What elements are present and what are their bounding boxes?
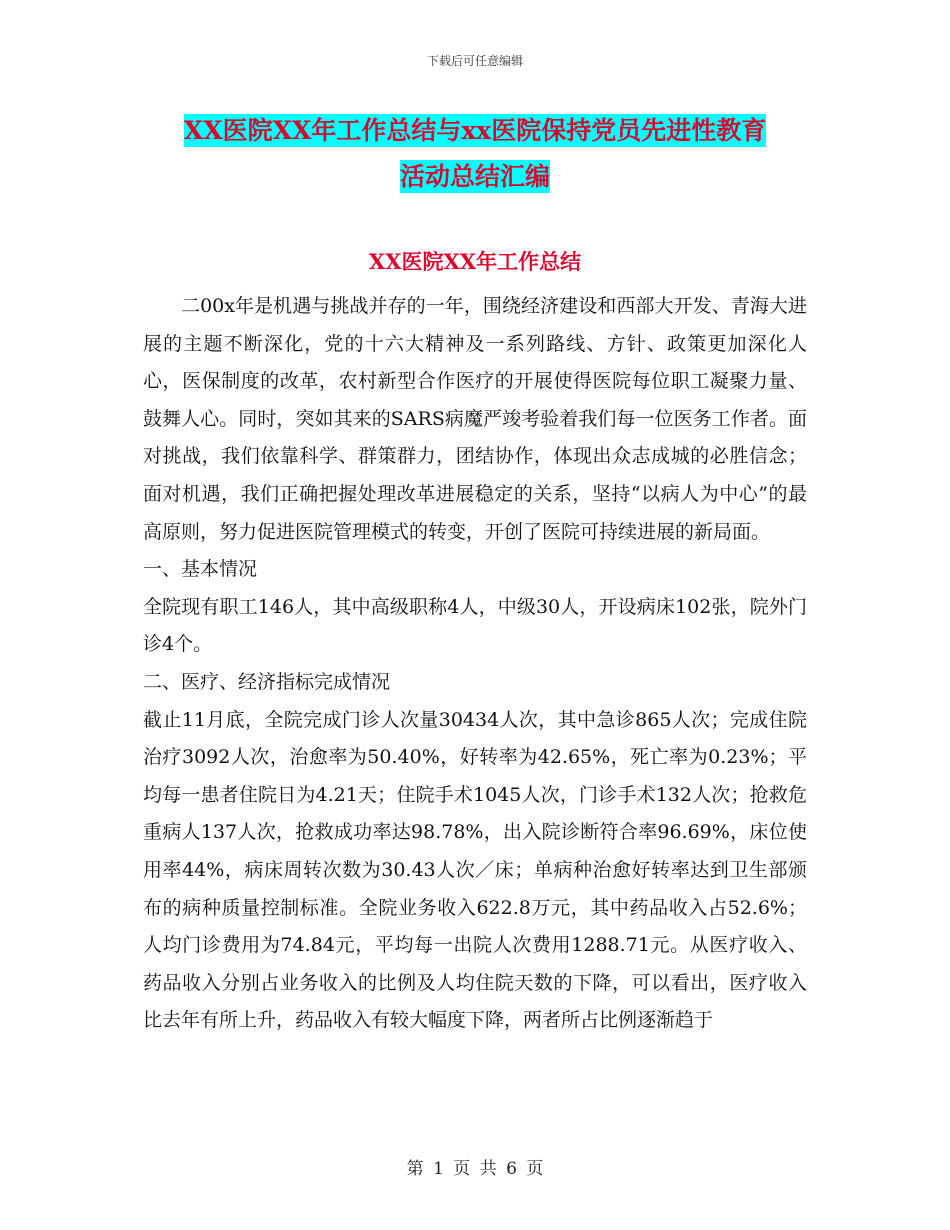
paragraph-indicators: 截止11月底，全院完成门诊人次量30434人次，其中急诊865人次；完成住院治疗3092人次，治愈率为50.40%，好转率为42.65%，死亡率为0.23%；平均每一患者住院日为4.21天；住院手术1045人次，门诊手术132人次；抢救危重病人137人次，抢救成功率达98.78%，出入院诊断符合率96.69%，床位使用率44%，病床周转次数为30.43人次／床；单病种治愈好转率达到卫生部颁布的病种质量控制标准。全院业务收入622.8万元，其中药品收入占52.6%；人均门诊费用为74.84元，平均每一出院人次费用1288.71元。从医疗收入、药品收入分别占业务收入的比例及人均住院天数的下降，可以看出，医疗收入比去年有所上升，药品收入有较大幅度下降，两者所占比例逐渐趋于: [143, 708, 807, 1032]
heading-indicators: 二、医疗、经济指标完成情况: [143, 670, 391, 693]
page-number: 第 1 页 共 6 页: [406, 1159, 544, 1179]
paragraph-intro: 二00x年是机遇与挑战并存的一年，围绕经济建设和西部大开发、青海大进展的主题不断深化，党的十六大精神及一系列路线、方针、政策更加深化人心，医保制度的改革，农村新型合作医疗的开展使得医院每位职工凝聚力量、鼓舞人心。同时，突如其来的SARS病魔严竣考验着我们每一位医务工作者。面对挑战，我们依靠科学、群策群力，团结协作，体现出众志成城的必胜信念；面对机遇，我们正确把握处理改革进展稳定的关系，坚持“以病人为中心”的最高原则，努力促进医院管理模式的转变，开创了医院可持续进展的新局面。: [143, 295, 807, 543]
paragraph-basic-info: 全院现有职工146人，其中高级职称4人，中级30人，开设病床102张，院外门诊4个。: [143, 595, 807, 656]
document-title-line-2: 活动总结汇编: [399, 162, 550, 191]
body-text: [143, 288, 807, 1040]
document-title-line-1: XX医院XX年工作总结与xx医院保持党员先进性教育: [183, 116, 767, 145]
document-title: [140, 108, 810, 200]
heading-basic-info: 一、基本情况: [143, 558, 258, 581]
header-note: 下载后可任意编辑: [426, 54, 523, 68]
section-title: XX医院XX年工作总结: [368, 249, 582, 274]
